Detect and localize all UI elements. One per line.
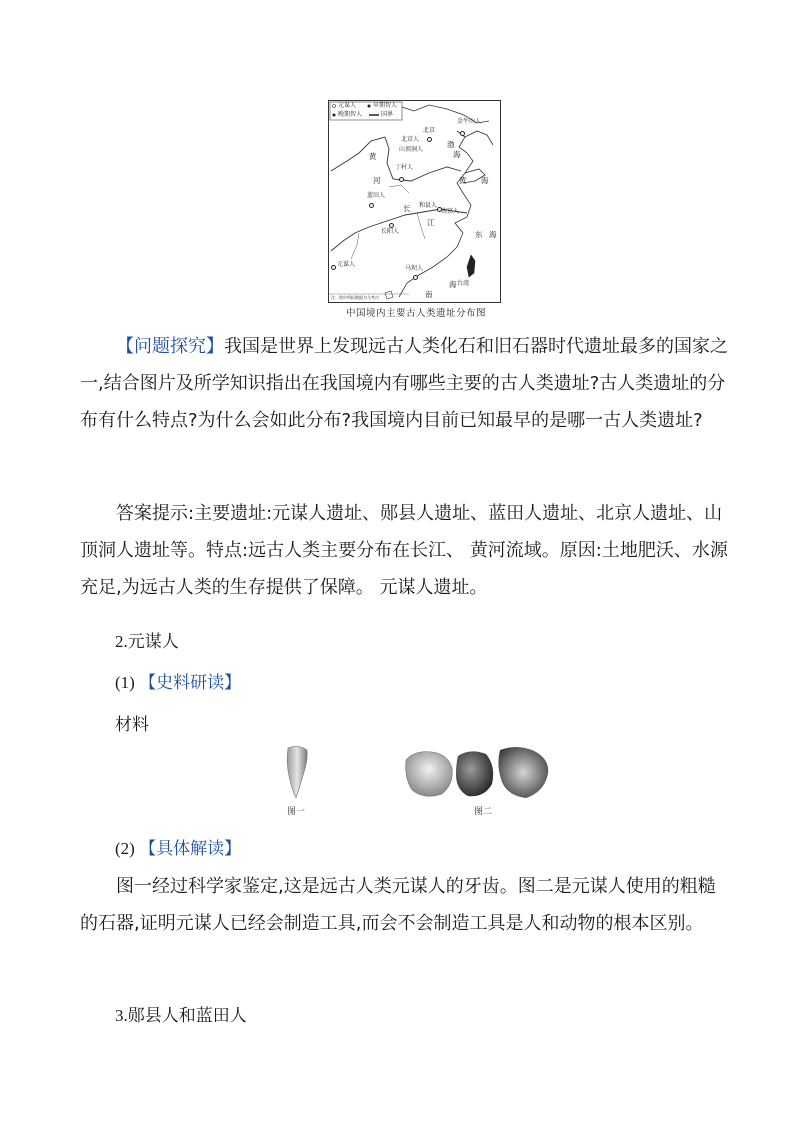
section2-title: 元谋人 (127, 632, 179, 652)
sub2-tag: 【具体解读】 (139, 839, 242, 859)
fig1-label: 图一 (287, 807, 306, 817)
lantian-marker (369, 203, 374, 208)
label-bohai-bo: 渤 (447, 140, 455, 149)
section3-heading (115, 1001, 247, 1026)
label-nanhai-hai: 海 (449, 280, 457, 289)
label-nanhai-nan: 南 (425, 290, 433, 299)
label-chang: 长 (403, 204, 411, 213)
site-distribution-map (328, 100, 501, 305)
map-caption: 中国境内主要古人类遗址分布图 (345, 308, 486, 319)
sub2-number: (2) (115, 839, 135, 858)
stone-tools-image (404, 744, 552, 802)
section3-title: 郧县人和蓝田人 (127, 1006, 247, 1026)
legend-item-4: 国界 (381, 111, 394, 118)
sub1-tag: 【史料研读】 (139, 673, 242, 693)
label-beijing: 北京 (423, 127, 436, 134)
label-he: 河 (373, 176, 381, 185)
label-huang: 黄 (369, 152, 377, 161)
label-huanghai-huang: 黄 (459, 176, 467, 185)
label-yuanmou: 元谋人 (337, 261, 356, 268)
maba-marker (413, 275, 418, 280)
label-shandingdong: 山顶洞人 (399, 146, 424, 153)
jinniushan-marker (460, 131, 465, 136)
legend-item-3: 晚期智人 (338, 111, 363, 118)
label-jinniushan: 金牛山人 (457, 118, 482, 125)
label-lantian: 蓝田人 (367, 192, 386, 199)
question-text: 我国是世界上发现远古人类化石和旧石器时代遗址最多的国家之一,结合图片及所学知识指出在我国境内有哪些主要的古人类遗址?古人类遗址的分布有什么特点?为什么会如此分布?我国境内目前已知最早的是哪一古人类遗址? (80, 336, 728, 431)
map-note: 注：图中所标数据为今考古 (331, 295, 379, 300)
label-nanjing: 南京人 (441, 208, 460, 215)
sub1-heading (115, 668, 241, 693)
beijing-marker (427, 137, 432, 142)
question-paragraph (80, 328, 730, 439)
label-huanghai-hai: 海 (481, 176, 489, 185)
answer-paragraph: 答案提示:主要遗址:元谋人遗址、郧县人遗址、蓝田人遗址、北京人遗址、山顶洞人遗址等。特点:远古人类主要分布在长江、 黄河流域。原因:土地肥沃、水源充足,为远古人类的生存提供了保障。 元谋人遗址。 (80, 503, 728, 598)
label-dingcun: 丁村人 (395, 164, 414, 171)
sub2-heading (115, 834, 241, 859)
material-text: 材料 (115, 715, 149, 735)
section2-number: 2. (115, 632, 128, 651)
legend-item-2: 早期智人 (373, 102, 398, 109)
label-hexian: 和县人 (419, 202, 438, 209)
label-maba: 马坝人 (405, 265, 424, 272)
label-beijingren: 北京人 (401, 136, 420, 143)
section3-number: 3. (115, 1006, 128, 1025)
yuanmou-marker (331, 265, 336, 270)
section2-heading (115, 627, 179, 652)
label-changyang: 长阳人 (381, 228, 400, 235)
interpretation-paragraph: 图一经过科学家鉴定,这是远古人类元谋人的牙齿。图二是元谋人使用的粗糙的石器,证明元谋人已经会制造工具,而会不会制造工具是人和动物的根本区别。 (80, 876, 716, 934)
label-taiwan: 台湾 (457, 280, 470, 287)
label-bohai-hai: 海 (453, 150, 461, 159)
legend-item-1: 元谋人 (338, 102, 357, 109)
question-tag: 【问题探究】 (116, 336, 224, 357)
label-donghai-hai: 海 (489, 230, 497, 239)
material-label (115, 710, 149, 735)
sub1-number: (1) (115, 673, 135, 692)
label-jiang: 江 (427, 218, 435, 227)
label-donghai-dong: 东 (475, 230, 483, 239)
dingcun-marker (399, 177, 404, 182)
map-frame (328, 100, 501, 303)
tooth-image (282, 744, 312, 800)
fig2-label: 图二 (474, 807, 493, 817)
